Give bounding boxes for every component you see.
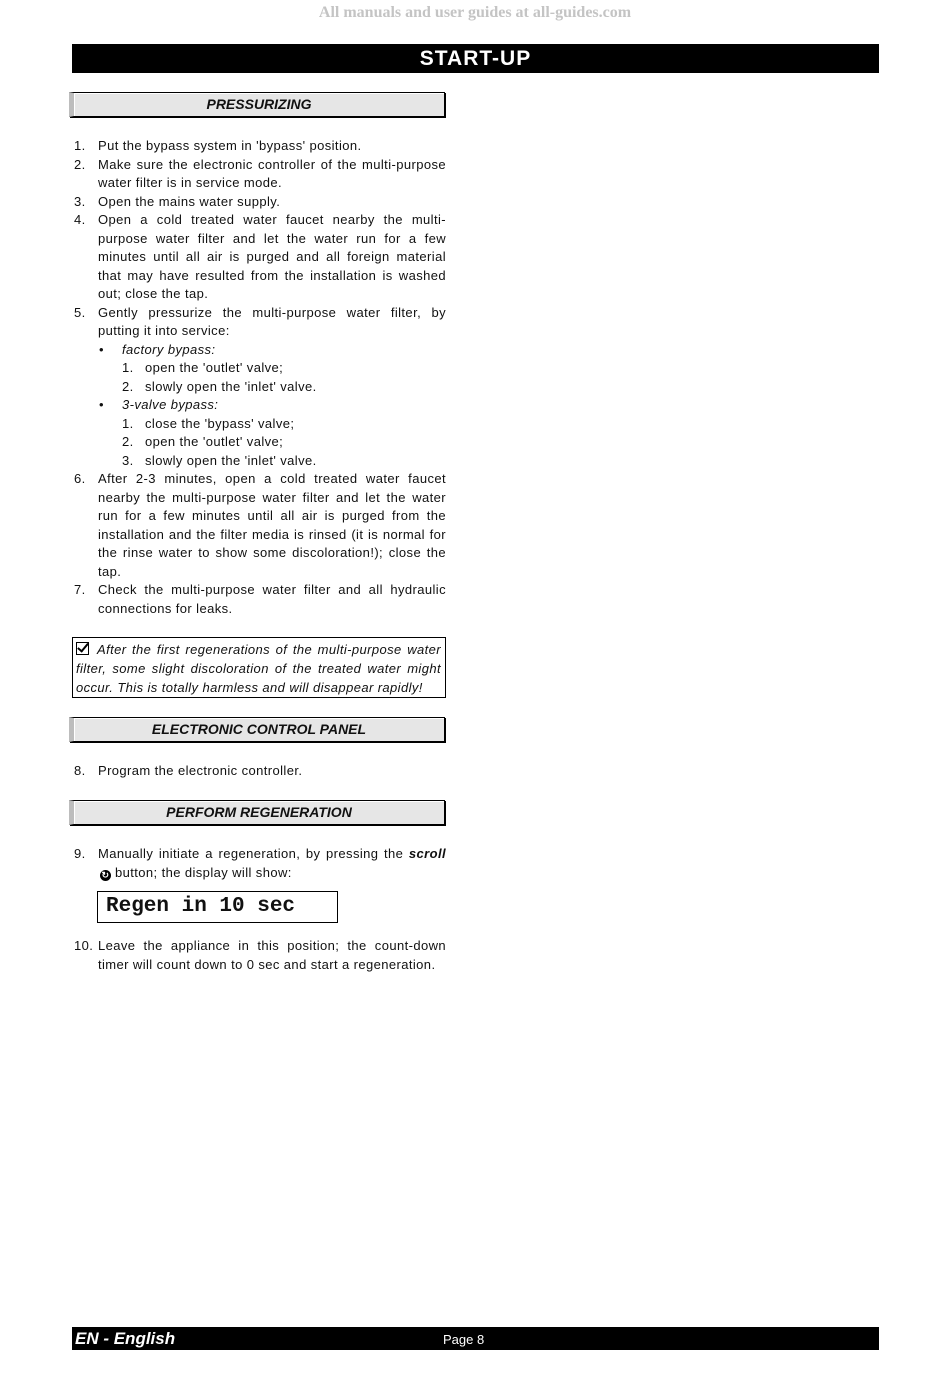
section-heading-pressurizing: PRESSURIZING xyxy=(69,92,445,117)
control-panel-steps xyxy=(72,762,446,781)
step-5: 5. Gently pressurize the multi-purpose water filter, by putting it into service: xyxy=(74,304,446,338)
step-3: 3. Open the mains water supply. xyxy=(74,193,281,209)
display-readout: Regen in 10 sec xyxy=(97,891,338,923)
scroll-button-icon: ↻ xyxy=(101,869,110,880)
bypass-factory-step: 1. open the 'outlet' valve; xyxy=(122,360,284,375)
pressurizing-steps xyxy=(72,137,446,618)
step-4: 4. Open a cold treated water faucet nearby the multi-purpose water filter and let the water run for a few minutes until all air is purged and all foreign material that may have resulted from the installation is washed out; close the tap. xyxy=(74,212,446,301)
page-number: Page 8 xyxy=(443,1332,485,1347)
watermark: All manuals and user guides at all-guides.com xyxy=(318,4,632,21)
bypass-factory: • factory bypass: xyxy=(99,341,216,357)
step-9: 9. Manually initiate a regeneration, by pressing the scroll↻ button; the display will show: xyxy=(74,846,447,880)
bypass-three-valve-step: 2. open the 'outlet' valve; xyxy=(122,434,284,449)
regeneration-step-10 xyxy=(72,937,446,974)
note-box: After the first regenerations of the multi-purpose water filter, some slight discoloration of the treated water might occur. This is totally harmless and will disappear rapidly! xyxy=(72,637,446,698)
section-heading-regeneration: PERFORM REGENERATION xyxy=(69,800,445,825)
step-7: 7. Check the multi-purpose water filter and all hydraulic connections for leaks. xyxy=(74,582,446,616)
page-title: START-UP xyxy=(72,44,879,73)
step-10: 10. Leave the appliance in this position; the count-down timer will count down to 0 sec and start a regeneration. xyxy=(74,938,446,972)
regeneration-step-9 xyxy=(72,845,446,882)
step-2: 2. Make sure the electronic controller of the multi-purpose water filter is in service mode. xyxy=(74,156,446,190)
bypass-three-valve: • 3-valve bypass: xyxy=(99,397,219,412)
step-1: 1. Put the bypass system in 'bypass' position. xyxy=(74,138,362,153)
bypass-three-valve-step: 3. slowly open the 'inlet' valve. xyxy=(122,452,317,468)
step-8: 8. Program the electronic controller. xyxy=(74,763,303,778)
bypass-three-valve-step: 1. close the 'bypass' valve; xyxy=(122,415,295,431)
footer-language: EN - English xyxy=(75,1329,176,1348)
step-6: 6. After 2-3 minutes, open a cold treated water faucet nearby the multi-purpose water filter and let the water run for a few minutes until all air is purged from the installation and the filter media is rinsed (it is normal for the rinse water to show some discoloration!); close the tap. xyxy=(74,471,446,579)
bypass-factory-step: 2. slowly open the 'inlet' valve. xyxy=(122,378,317,394)
footer xyxy=(72,1327,879,1350)
section-heading-control-panel: ELECTRONIC CONTROL PANEL xyxy=(69,717,445,742)
checkbox-checked-icon xyxy=(76,642,89,655)
